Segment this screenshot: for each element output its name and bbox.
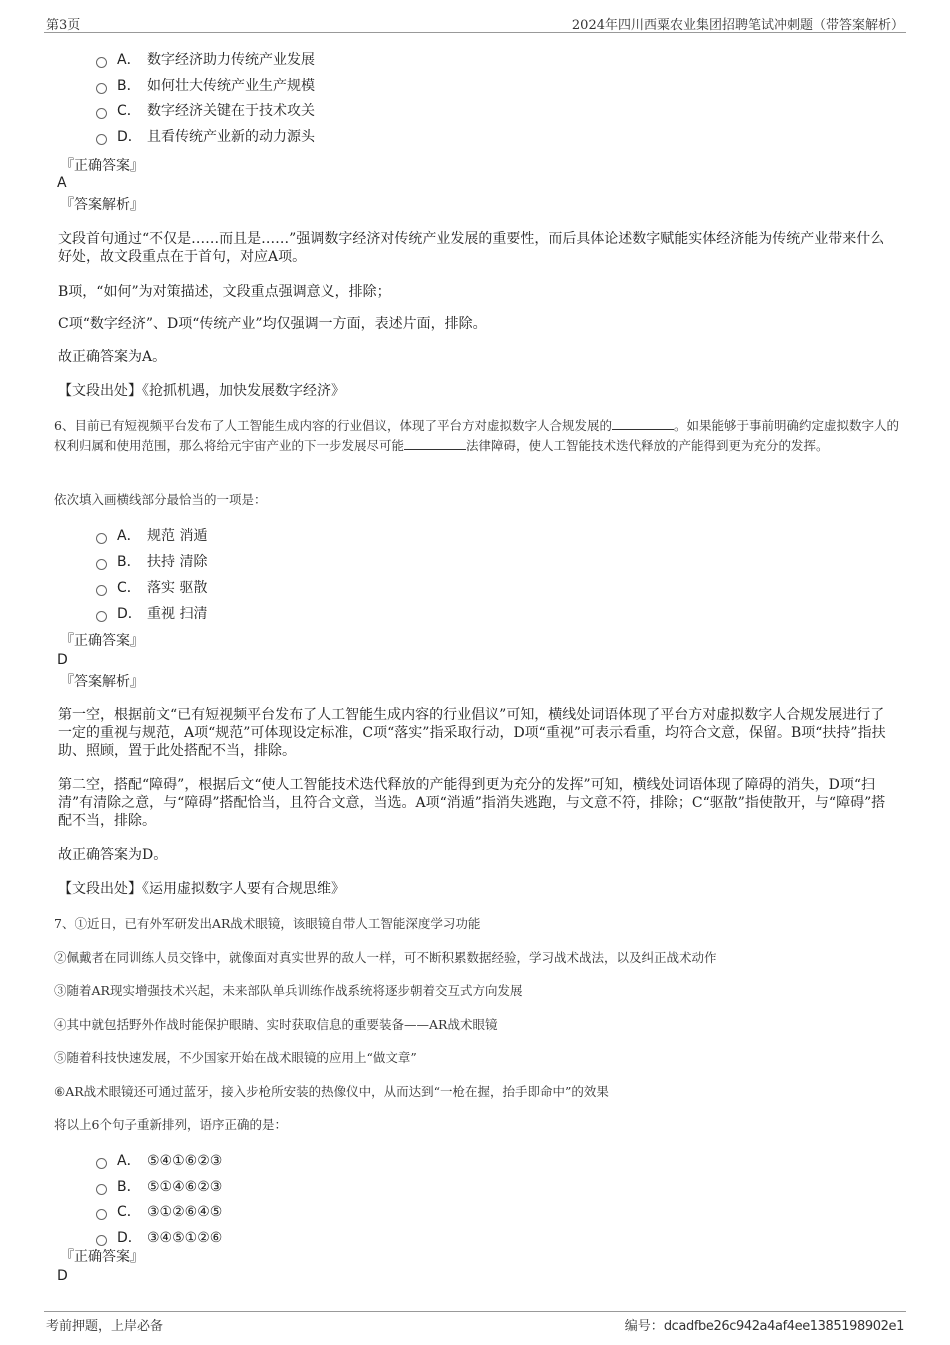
q6-blank-1: [612, 417, 674, 430]
radio-icon[interactable]: [96, 1158, 107, 1169]
q7-sentence-5: ⑤随着科技快速发展，不少国家开始在战术眼镜的应用上“做文章”: [54, 1050, 417, 1065]
q5-source: 【文段出处】《抢抓机遇，加快发展数字经济》: [58, 383, 345, 399]
q7-sentence-1: 7、①近日，已有外军研发出AR战术眼镜，该眼镜自带人工智能深度学习功能: [54, 916, 481, 931]
footer-code: 编号：dcadfbe26c942a4af4ee1385198902e1: [624, 1319, 904, 1334]
q7-sentence-6: ⑥AR战术眼镜还可通过蓝牙，接入步枪所安装的热像仪中，从而达到“一枪在握，抬手即命中”的效果: [54, 1084, 609, 1099]
q6-analysis-label: 『答案解析』: [60, 674, 144, 690]
document-title: 2024年四川西粟农业集团招聘笔试冲刺题（带答案解析）: [571, 18, 904, 33]
q5-analysis-p4: 故正确答案为A。: [58, 349, 167, 365]
q5-answer-label: 『正确答案』: [60, 158, 144, 174]
header-divider: [44, 32, 906, 33]
radio-icon[interactable]: [96, 108, 107, 119]
radio-icon[interactable]: [96, 1235, 107, 1246]
q7-answer: D: [57, 1268, 68, 1284]
q7-option-d[interactable]: D． ③④⑤①②⑥: [96, 1228, 222, 1248]
q5-answer: A: [57, 175, 67, 191]
footer-slogan: 考前押题，上岸必备: [46, 1319, 164, 1334]
q6-answer: D: [57, 652, 68, 668]
q6-analysis-p3: 故正确答案为D。: [58, 847, 168, 863]
q7-prompt: 将以上6个句子重新排列，语序正确的是：: [54, 1117, 287, 1132]
q5-option-d[interactable]: D． 且看传统产业新的动力源头: [96, 127, 315, 147]
q7-option-a[interactable]: A． ⑤④①⑥②③: [96, 1151, 222, 1171]
q6-option-a[interactable]: A． 规范 消遁: [96, 526, 207, 546]
radio-icon[interactable]: [96, 585, 107, 596]
q7-option-b[interactable]: B． ⑤①④⑥②③: [96, 1177, 222, 1197]
radio-icon[interactable]: [96, 57, 107, 68]
radio-icon[interactable]: [96, 611, 107, 622]
q6-blank-2: [404, 437, 466, 450]
footer-divider: [44, 1311, 906, 1312]
radio-icon[interactable]: [96, 559, 107, 570]
q6-analysis-p1: 第一空，根据前文“已有短视频平台发布了人工智能生成内容的行业倡议”可知，横线处词语体现了平台方对虚拟数字人合规发展进行了一定的重视与规范，A项“规范”可体现设定标准，C项“落实”指采取行动，D项“重视”可表示看重，均符合文意，保留。B项“扶持”指扶助、照顾，置于此处搭配不当，排除。: [58, 707, 886, 759]
radio-icon[interactable]: [96, 83, 107, 94]
q6-analysis-p2: 第二空，搭配“障碍”，根据后文“使人工智能技术迭代释放的产能得到更为充分的发挥”可知，横线处词语体现了障碍的消失，D项“扫清”有清除之意，与“障碍”搭配恰当，且符合文意，当选。A项“消遁”指消失逃跑，与文意不符，排除；C“驱散”指使散开，与“障碍”搭配不当，排除。: [58, 777, 886, 829]
q7-answer-label: 『正确答案』: [60, 1249, 144, 1265]
q7-sentence-3: ③随着AR现实增强技术兴起，未来部队单兵训练作战系统将逐步朝着交互式方向发展: [54, 983, 523, 998]
radio-icon[interactable]: [96, 134, 107, 145]
page-number: 第3页: [46, 18, 81, 33]
radio-icon[interactable]: [96, 1184, 107, 1195]
q5-analysis-p3: C项“数字经济”、D项“传统产业”均仅强调一方面，表述片面，排除。: [58, 316, 487, 332]
q6-source: 【文段出处】《运用虚拟数字人要有合规思维》: [58, 881, 345, 897]
q5-analysis-p1: 文段首句通过“不仅是……而且是……”强调数字经济对传统产业发展的重要性，而后具体论述数字赋能实体经济能为传统产业带来什么好处，故文段重点在于首句，对应A项。: [58, 231, 885, 265]
q6-option-c[interactable]: C． 落实 驱散: [96, 578, 207, 598]
radio-icon[interactable]: [96, 533, 107, 544]
q6-option-d[interactable]: D． 重视 扫清: [96, 604, 207, 624]
q6-answer-label: 『正确答案』: [60, 633, 144, 649]
q5-option-a[interactable]: A． 数字经济助力传统产业发展: [96, 50, 315, 70]
q6-option-b[interactable]: B． 扶持 清除: [96, 552, 207, 572]
q5-analysis-p2: B项，“如何”为对策描述，文段重点强调意义，排除；: [58, 284, 391, 300]
q7-option-c[interactable]: C． ③①②⑥④⑤: [96, 1202, 222, 1222]
q5-option-b[interactable]: B． 如何壮大传统产业生产规模: [96, 76, 315, 96]
q6-prompt: 依次填入画横线部分最恰当的一项是：: [54, 492, 267, 507]
radio-icon[interactable]: [96, 1209, 107, 1220]
q7-sentence-4: ④其中就包括野外作战时能保护眼睛、实时获取信息的重要装备——AR战术眼镜: [54, 1017, 498, 1032]
q7-sentence-2: ②佩戴者在同训练人员交锋中，就像面对真实世界的敌人一样，可不断积累数据经验，学习战术战法，以及纠正战术动作: [54, 950, 717, 965]
q6-stem: 6、目前已有短视频平台发布了人工智能生成内容的行业倡议，体现了平台方对虚拟数字人合规发展的 。如果能够于事前明确约定虚拟数字人的权利归属和使用范围，那么将给元宇宙产业的下一步发展尽可能 法律障碍，使人工智能技术迭代释放的产能得到更为充分的发挥。: [54, 418, 899, 453]
q5-analysis-label: 『答案解析』: [60, 197, 144, 213]
q5-option-c[interactable]: C． 数字经济关键在于技术攻关: [96, 101, 315, 121]
